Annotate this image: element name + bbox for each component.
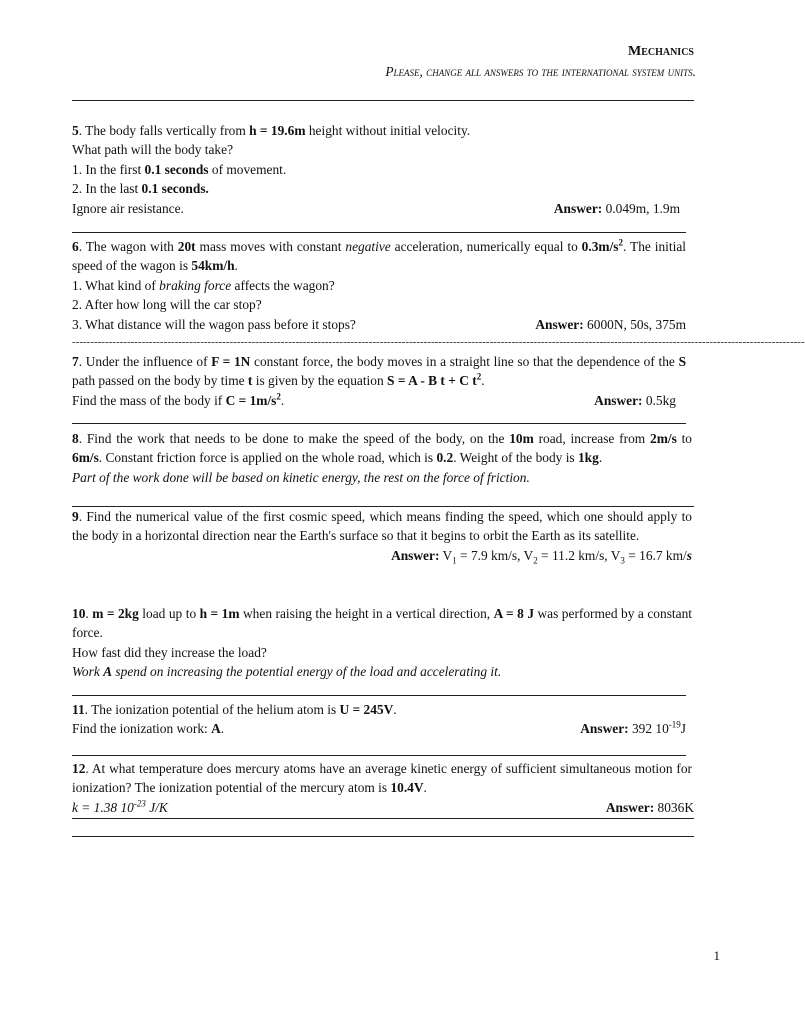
constant bbox=[72, 798, 168, 817]
page-subtitle: Please, change all answers to the international system units. bbox=[385, 64, 696, 79]
text: when raising the height in a vertical direction, bbox=[239, 606, 494, 621]
divider bbox=[72, 423, 686, 424]
value: 0.1 seconds bbox=[144, 161, 209, 177]
question: 2. After how long will the car stop? bbox=[72, 297, 262, 313]
text: Work bbox=[72, 664, 104, 680]
text: 1. What kind of bbox=[72, 277, 160, 293]
value: 0.2 bbox=[436, 450, 454, 466]
answer-label: Answer: bbox=[535, 316, 584, 332]
question: How fast did they increase the load? bbox=[72, 644, 267, 660]
text: . The wagon with bbox=[78, 239, 178, 254]
question: What path will the body take? bbox=[72, 142, 234, 158]
value: 10.4V bbox=[390, 780, 424, 796]
text: negative bbox=[345, 239, 391, 254]
hint: Part of the work done will be based on kinetic energy, the rest on the force of friction. bbox=[72, 469, 530, 485]
value: C = 1m/s bbox=[225, 392, 277, 408]
text: . Find the work that needs to be done to make the speed of the body, on the bbox=[78, 431, 510, 446]
text: . bbox=[598, 450, 603, 466]
text: acceleration, numerically equal to bbox=[390, 239, 582, 254]
problem-number: 8 bbox=[72, 431, 79, 446]
note: Ignore air resistance. bbox=[72, 200, 184, 216]
answer bbox=[606, 798, 694, 817]
answer bbox=[554, 199, 680, 218]
text: . The initial speed of the wagon is bbox=[72, 239, 686, 274]
answer-value: 392 10 bbox=[628, 721, 669, 737]
problem-9 bbox=[72, 507, 692, 565]
problem-10 bbox=[72, 604, 692, 682]
value: F = 1N bbox=[211, 354, 251, 369]
divider bbox=[72, 755, 686, 756]
text: affects the wagon? bbox=[231, 277, 335, 293]
value: A = 8 J bbox=[493, 606, 535, 621]
subscript: 1 bbox=[452, 555, 457, 566]
text: height without initial velocity. bbox=[305, 123, 471, 138]
value: 0.1 seconds. bbox=[141, 181, 209, 197]
text: . bbox=[280, 392, 285, 408]
value: 1kg bbox=[577, 450, 599, 466]
problem-number: 12 bbox=[72, 761, 86, 776]
text: k = 1.38 10 bbox=[72, 799, 134, 815]
text: . Under the influence of bbox=[78, 354, 212, 369]
text: . bbox=[220, 721, 225, 737]
answer-row bbox=[72, 798, 692, 817]
text: Find the mass of the body if bbox=[72, 392, 226, 408]
answer-row bbox=[72, 391, 686, 410]
answer-value: 8036K bbox=[654, 799, 694, 815]
problem-number: 7 bbox=[72, 354, 79, 369]
divider bbox=[72, 232, 686, 233]
text: of movement. bbox=[208, 161, 287, 177]
text: . The body falls vertically from bbox=[78, 123, 250, 138]
text: . bbox=[234, 258, 238, 274]
text: to bbox=[676, 431, 693, 446]
text: path passed on the body by time bbox=[72, 373, 248, 389]
text: . bbox=[423, 780, 427, 796]
value: m = 2kg bbox=[92, 606, 139, 621]
answer-label: Answer: bbox=[391, 547, 440, 563]
answer-value: J bbox=[680, 721, 686, 737]
answer bbox=[72, 546, 692, 565]
problem-number: 10 bbox=[72, 606, 86, 621]
problem-number: 5 bbox=[72, 123, 79, 138]
text: . bbox=[481, 373, 485, 389]
problem-7 bbox=[72, 352, 686, 410]
answer-label: Answer: bbox=[553, 200, 603, 216]
text: braking force bbox=[159, 277, 232, 293]
value: 54km/h bbox=[191, 258, 235, 274]
answer-label: Answer: bbox=[580, 721, 629, 737]
subscript: 3 bbox=[620, 555, 625, 566]
answer bbox=[580, 719, 686, 738]
value: A bbox=[211, 721, 221, 737]
answer-value: 6000N, 50s, 375m bbox=[583, 316, 686, 332]
problem-5 bbox=[72, 121, 686, 218]
text: J/K bbox=[145, 799, 168, 815]
value: 20t bbox=[177, 239, 196, 254]
answer-row bbox=[72, 719, 686, 738]
problem-number: 6 bbox=[72, 239, 79, 254]
text: 1. In the first bbox=[72, 161, 145, 177]
value: h = 19.6m bbox=[249, 123, 306, 138]
text: spend on increasing the potential energy of the load and accelerating it. bbox=[112, 664, 502, 680]
superscript: 2 bbox=[476, 371, 482, 382]
value: 0.3m/s bbox=[581, 239, 619, 254]
problem-number: 11 bbox=[72, 702, 85, 717]
dashed-divider: -------------------------------------------------------------------------------------------------------------------------------------------------------------------------------------------------------- bbox=[72, 336, 805, 348]
text: road, increase from bbox=[533, 431, 650, 446]
equation: S = A - B t + C t bbox=[387, 373, 477, 389]
text: . At what temperature does mercury atoms have an average kinetic energy of sufficient simultaneous motion for ionization? The ionization potential of the mercury atom is bbox=[72, 761, 692, 796]
divider bbox=[72, 695, 686, 696]
divider bbox=[72, 100, 694, 101]
value: 6m/s bbox=[72, 450, 99, 466]
problem-number: 9 bbox=[72, 509, 79, 524]
value: U = 245V bbox=[339, 702, 394, 717]
divider bbox=[72, 818, 694, 819]
problem-8 bbox=[72, 429, 692, 487]
superscript: 2 bbox=[276, 391, 281, 402]
answer-label: Answer: bbox=[605, 799, 655, 815]
divider bbox=[72, 836, 694, 837]
text: is given by the equation bbox=[252, 373, 388, 389]
value: t bbox=[247, 373, 253, 389]
text: . Constant friction force is applied on the whole road, which is bbox=[98, 450, 437, 466]
value: 10m bbox=[509, 431, 534, 446]
text: was performed by a constant force. bbox=[72, 606, 692, 641]
page-title: Mechanics bbox=[627, 44, 694, 59]
text: . bbox=[85, 606, 93, 621]
answer-value: = 7.9 km/s, V bbox=[456, 547, 534, 563]
text: load up to bbox=[138, 606, 200, 621]
text: . Find the numerical value of the first cosmic speed, which means finding the speed, which one should apply to the body in a horizontal direction near the Earth's surface so that it begins to orbit the Earth as its satellite. bbox=[72, 509, 692, 544]
text: . The ionization potential of the helium atom is bbox=[84, 702, 340, 717]
answer-value: = 16.7 km/ bbox=[624, 547, 687, 563]
answer-value: V bbox=[439, 547, 453, 563]
text: . Weight of the body is bbox=[453, 450, 578, 466]
subscript: 2 bbox=[533, 555, 538, 566]
value: A bbox=[103, 664, 113, 680]
text: . bbox=[393, 702, 397, 717]
text: mass moves with constant bbox=[195, 239, 346, 254]
answer-value: s bbox=[686, 547, 692, 563]
question: 3. What distance will the wagon pass before it stops? bbox=[72, 316, 356, 332]
answer-value: 0.5kg bbox=[642, 392, 676, 408]
value: S bbox=[678, 354, 687, 369]
page-number: 1 bbox=[713, 948, 720, 963]
superscript: -19 bbox=[668, 719, 681, 730]
answer-value: 0.049m, 1.9m bbox=[602, 200, 680, 216]
answer-row bbox=[72, 315, 686, 334]
value: h = 1m bbox=[199, 606, 240, 621]
text: constant force, the body moves in a straight line so that the dependence of the bbox=[250, 354, 679, 369]
superscript: -23 bbox=[133, 798, 146, 809]
answer-row bbox=[72, 199, 686, 218]
answer-label: Answer: bbox=[594, 392, 643, 408]
problem-12 bbox=[72, 759, 692, 817]
value: 2m/s bbox=[650, 431, 677, 446]
answer bbox=[535, 315, 686, 334]
text: 2. In the last bbox=[72, 181, 142, 197]
hint bbox=[72, 662, 692, 681]
problem-6 bbox=[72, 237, 686, 334]
text: Find the ionization work: bbox=[72, 721, 212, 737]
superscript: 2 bbox=[618, 237, 623, 248]
answer-value: = 11.2 km/s, V bbox=[537, 547, 621, 563]
answer bbox=[594, 391, 676, 410]
problem-11 bbox=[72, 700, 686, 739]
